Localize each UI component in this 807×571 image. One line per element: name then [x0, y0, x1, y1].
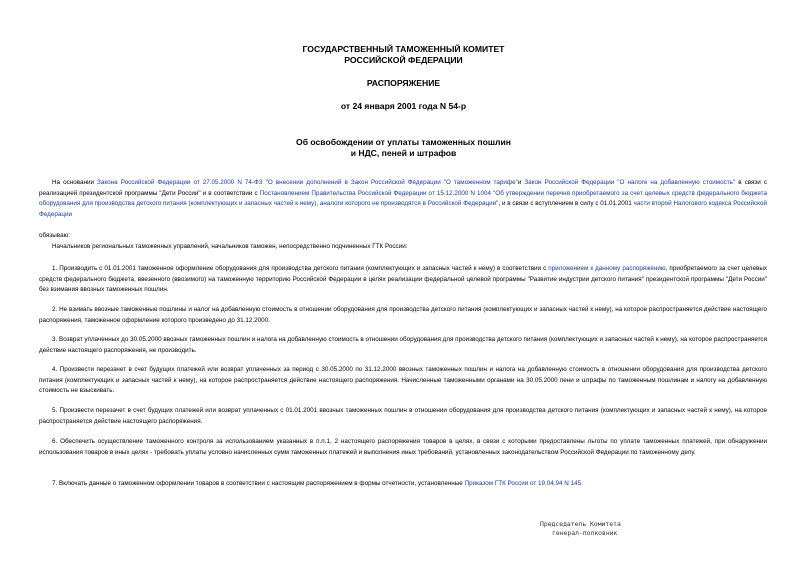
signature-title: Председатель Комитета: [540, 520, 621, 528]
item-7-text-b: .: [581, 480, 583, 487]
link-tax-code-part-two[interactable]: части второй Налогового кодекса Российской Федерации: [39, 200, 767, 218]
item-6: 6. Обеспечить осуществление таможенного контроля за использованием указанных в п.п.1, 2 настоящего распоряжения товаров в целях, в связи с которыми предоставлены льготы по уплате таможенных платежей, при обнаружении использования товаров в иных целях - требовать уплаты условно начисленных сумм таможенных платежей и выполнения иных требований, установленных законодательством Российской Федерации по таможенному делу.: [39, 438, 767, 456]
link-order-145[interactable]: Приказом ГТК России от 19.04.94 N 145: [464, 480, 582, 487]
org-name-line1: ГОСУДАРСТВЕННЫЙ ТАМОЖЕННЫЙ КОМИТЕТ: [302, 44, 505, 54]
item-7-text-a: 7. Включать данные о таможенном оформлении товаров в соответствии с настоящим распоряжением в формы отчетности, установленные: [52, 480, 465, 487]
addressees-text: Начальников региональных таможенных управлений, начальников таможен, непосредственно подчиненных ГТК России:: [52, 243, 408, 250]
item-2: 2. Не взимать ввозные таможенные пошлины и налог на добавленную стоимость в отношении оборудования для производства детского питания (комплектующих и запасных частей к нему), на которое распространяется действие настоящего распоряжения, таможенное оформление которого произведено до 31.12.2000.: [39, 306, 767, 324]
subject-line2: и НДС, пеней и штрафов: [350, 148, 457, 158]
preamble-paragraph: [39, 178, 767, 220]
item-7: [39, 479, 767, 490]
doc-type: РАСПОРЯЖЕНИЕ: [366, 78, 441, 88]
link-law-74fz[interactable]: Закона Российской Федерации от 27.05.2000 N 74-ФЗ "О внесении дополнений в Закон Российской Федерации "О таможенном тарифе": [97, 179, 518, 186]
obliges-text: обязываю:: [39, 232, 71, 239]
link-law-vat[interactable]: Закон Российской Федерации "О налоге на добавленную стоимость": [524, 179, 736, 186]
link-government-resolution-1004[interactable]: Постановлением Правительства Российской Федерации от 15.12.2000 N 1004 "Об утверждении перечня приобретаемого за счет целевых средств федерального бюджета оборудования для производства детского питания (комплектующих и запасных частей к нему), аналоги которого не производятся в Российской Федерации": [39, 189, 767, 208]
item-1-text-b: , приобретаемого за счет целевых средств федерального бюджета, ввезенного (ввозимого) на таможенную территорию Российской Федерации в целях реализации федеральной целевой программы "Развитие индустрии детского питания" президентской программы "Дети России" без взимания ввозных таможенных пошлин.: [39, 265, 767, 294]
subject-line1: Об освобождении от уплаты таможенных пошлин: [296, 137, 511, 147]
preamble-text-3: в связи с реализацией президентской программы "Дети России" и в соответствии с: [39, 179, 767, 197]
item-5: 5. Произвести перезачет в счет будущих платежей или возврат уплаченных с 01.01.2001 ввозных таможенных пошлин в отношении оборудования для производства детского питания (комплектующих и запасных частей к нему), на которое распространяется действие настоящего распоряжения.: [39, 407, 767, 425]
org-name-line2: РОССИЙСКОЙ ФЕДЕРАЦИИ: [344, 55, 463, 65]
item-3: 3. Возврат уплаченных до 30.05.2000 ввозных таможенных пошлин и налога на добавленную стоимость в отношении оборудования для производства детского питания (комплектующих и запасных частей к нему), на которое распространяется действие настоящего распоряжения, не производить.: [39, 336, 767, 354]
signature-rank: генерал-полковник: [552, 529, 618, 537]
link-appendix[interactable]: приложением к данному распоряжению: [548, 265, 666, 272]
preamble-text-4: , и в связи с вступлением в силу с 01.01.2001: [498, 200, 634, 208]
item-1: [39, 264, 767, 296]
item-4: 4. Произвести перезачет в счет будущих платежей или возврат уплаченных за период с 30.05.2000 по 31.12.2000 ввозных таможенных пошлин и налога на добавленную стоимость в отношении оборудования для производства детского питания (комплектующих и запасных частей к нему), на которое распространяется действие настоящего распоряжения. Начисленные таможенными органами на 30.05.2000 пени и штрафы по таможенным пошлинам и налогу на добавленную стоимость не взыскивать.: [39, 366, 767, 395]
item-1-text-a: 1. Производить с 01.01.2001 таможенное оформление оборудования для производства детского питания (комплектующих и запасных частей к нему) в соответствии с: [52, 265, 549, 272]
preamble-text-2: и: [517, 179, 525, 186]
preamble-text-1: На основании: [52, 179, 98, 186]
doc-date: от 24 января 2001 года N 54-р: [340, 101, 467, 111]
